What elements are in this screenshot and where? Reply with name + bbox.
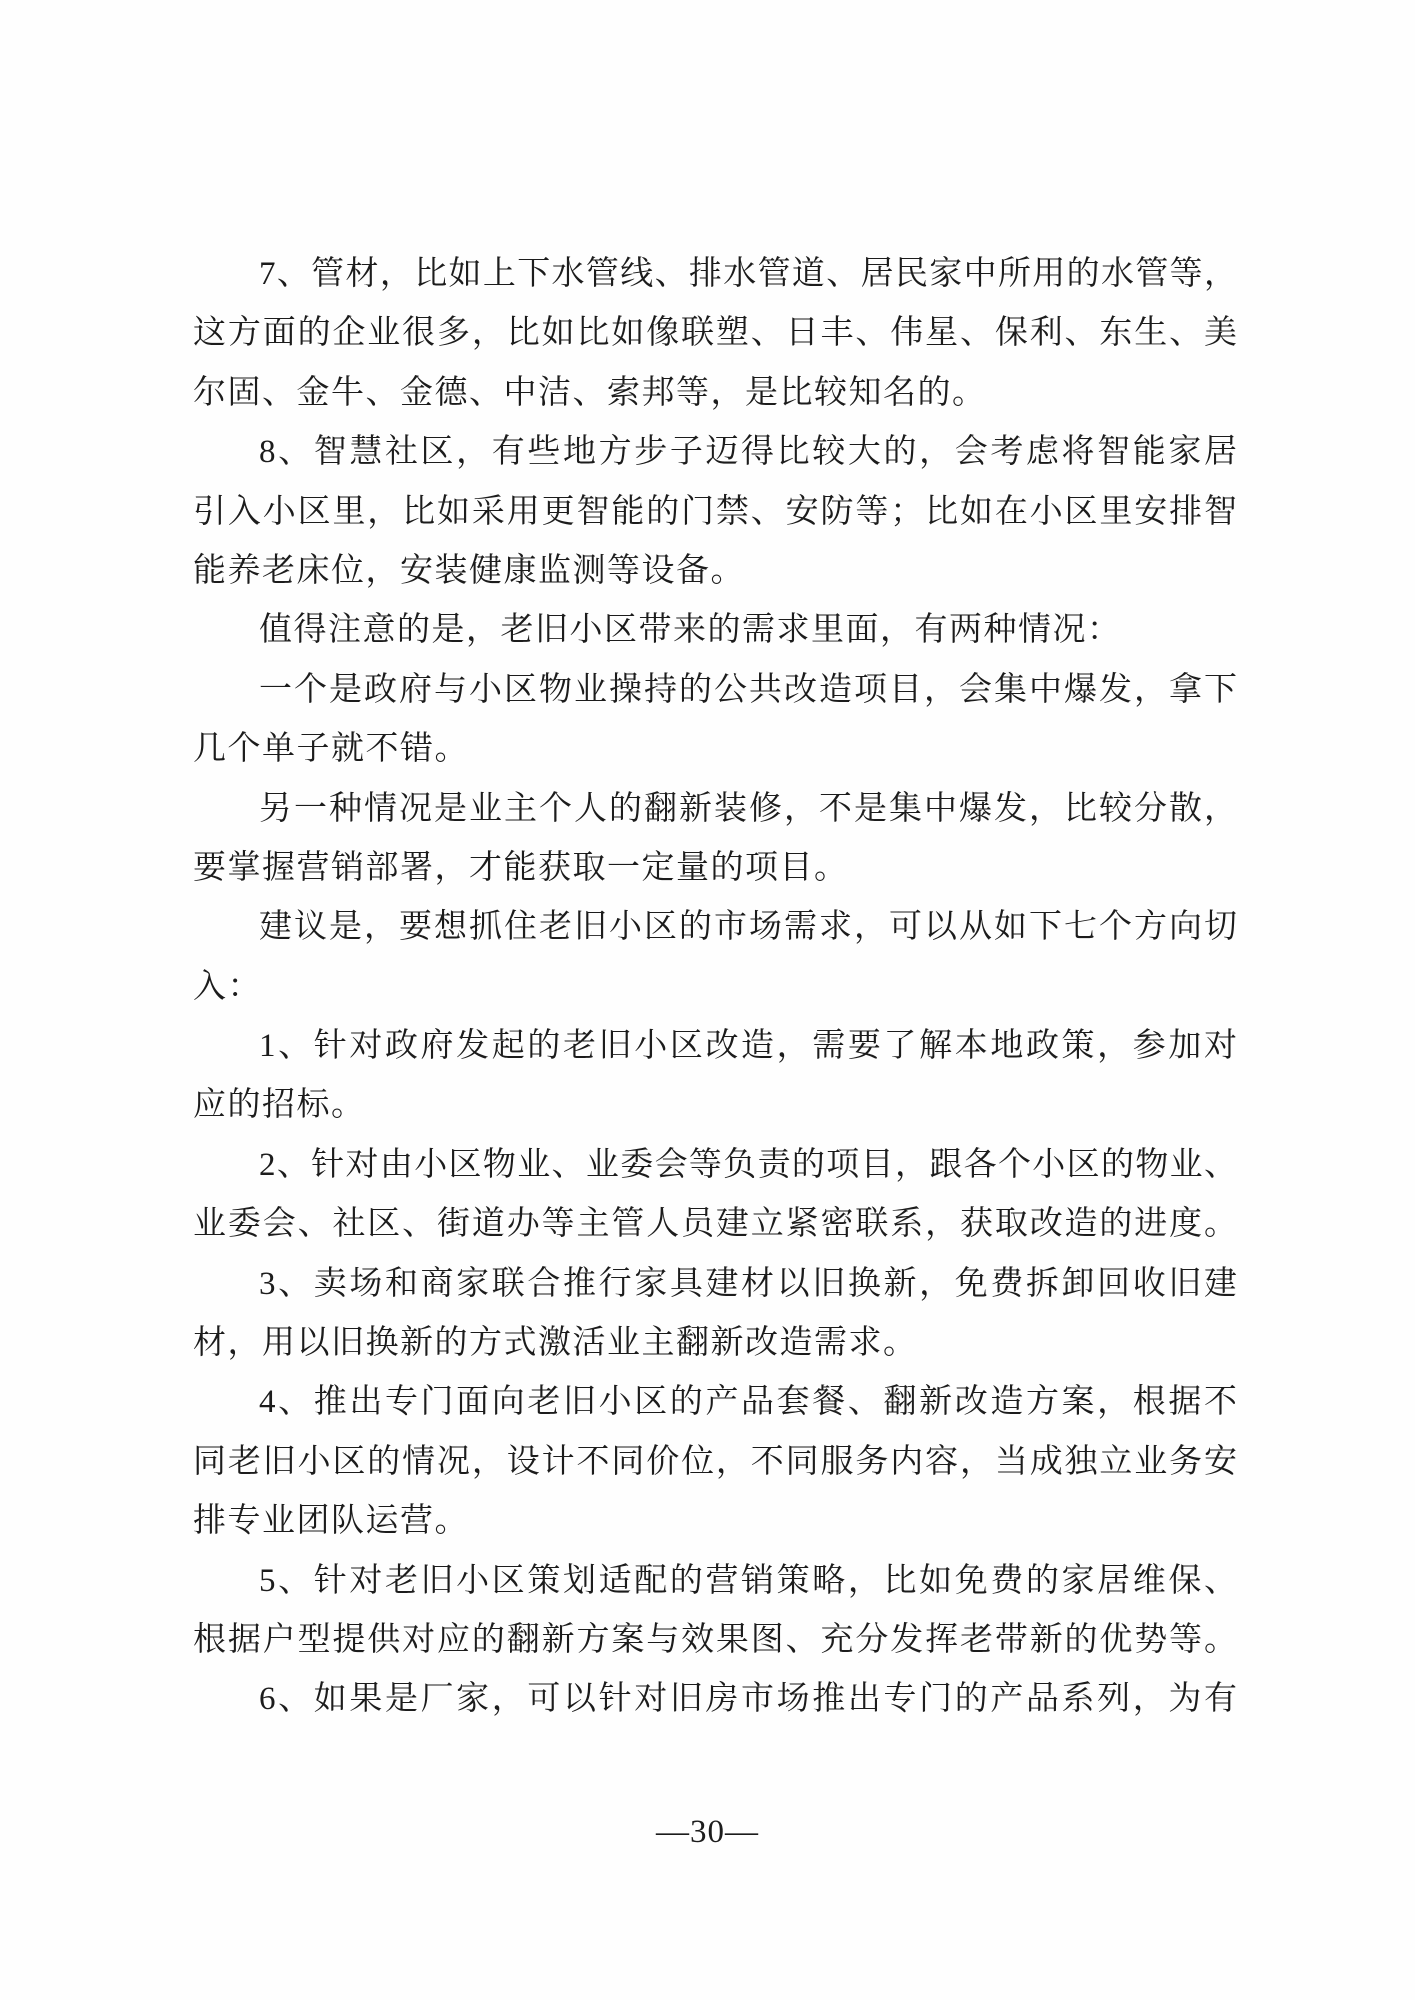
text-line: 值得注意的是，老旧小区带来的需求里面，有两种情况： <box>259 612 1122 649</box>
text-line: 1、针对政府发起的老旧小区改造，需要了解本地政策，参加对 <box>259 1028 1237 1065</box>
text-line: 4、推出专门面向老旧小区的产品套餐、翻新改造方案，根据不 <box>259 1384 1237 1421</box>
text-line: 8、智慧社区，有些地方步子迈得比较大的，会考虑将智能家居 <box>259 434 1237 471</box>
body-text <box>193 245 1237 1730</box>
text-line: 入： <box>193 968 262 1005</box>
text-line: 引入小区里，比如采用更智能的门禁、安防等；比如在小区里安排智 <box>193 493 1237 530</box>
text-line: 尔固、金牛、金德、中洁、索邦等，是比较知名的。 <box>193 374 987 411</box>
text-line: 材，用以旧换新的方式激活业主翻新改造需求。 <box>193 1325 918 1362</box>
page-number: —30— <box>656 1814 759 1850</box>
text-line: 2、针对由小区物业、业委会等负责的项目，跟各个小区的物业、 <box>259 1146 1237 1183</box>
text-line: 7、管材，比如上下水管线、排水管道、居民家中所用的水管等， <box>259 256 1237 292</box>
text-line: 同老旧小区的情况，设计不同价位，不同服务内容，当成独立业务安 <box>193 1443 1237 1480</box>
text-line: 几个单子就不错。 <box>193 731 469 768</box>
text-line: 排专业团队运营。 <box>193 1503 469 1540</box>
text-line: 6、如果是厂家，可以针对旧房市场推出专门的产品系列，为有 <box>259 1681 1237 1718</box>
text-line: 能养老床位，安装健康监测等设备。 <box>193 552 745 589</box>
text-line: 另一种情况是业主个人的翻新装修，不是集中爆发，比较分散， <box>259 790 1237 827</box>
text-line: 这方面的企业很多，比如比如像联塑、日丰、伟星、保利、东生、美 <box>193 315 1237 352</box>
text-line: 业委会、社区、街道办等主管人员建立紧密联系，获取改造的进度。 <box>193 1206 1237 1243</box>
text-line: 根据户型提供对应的翻新方案与效果图、充分发挥老带新的优势等。 <box>193 1621 1237 1658</box>
text-line: 5、针对老旧小区策划适配的营销策略，比如免费的家居维保、 <box>259 1562 1237 1599</box>
text-line: 要掌握营销部署，才能获取一定量的项目。 <box>193 849 849 886</box>
text-line: 3、卖场和商家联合推行家具建材以旧换新，免费拆卸回收旧建 <box>259 1265 1237 1302</box>
text-line: 一个是政府与小区物业操持的公共改造项目，会集中爆发，拿下 <box>259 671 1237 708</box>
text-line: 建议是，要想抓住老旧小区的市场需求，可以从如下七个方向切 <box>259 909 1237 946</box>
text-line: 应的招标。 <box>193 1087 366 1124</box>
